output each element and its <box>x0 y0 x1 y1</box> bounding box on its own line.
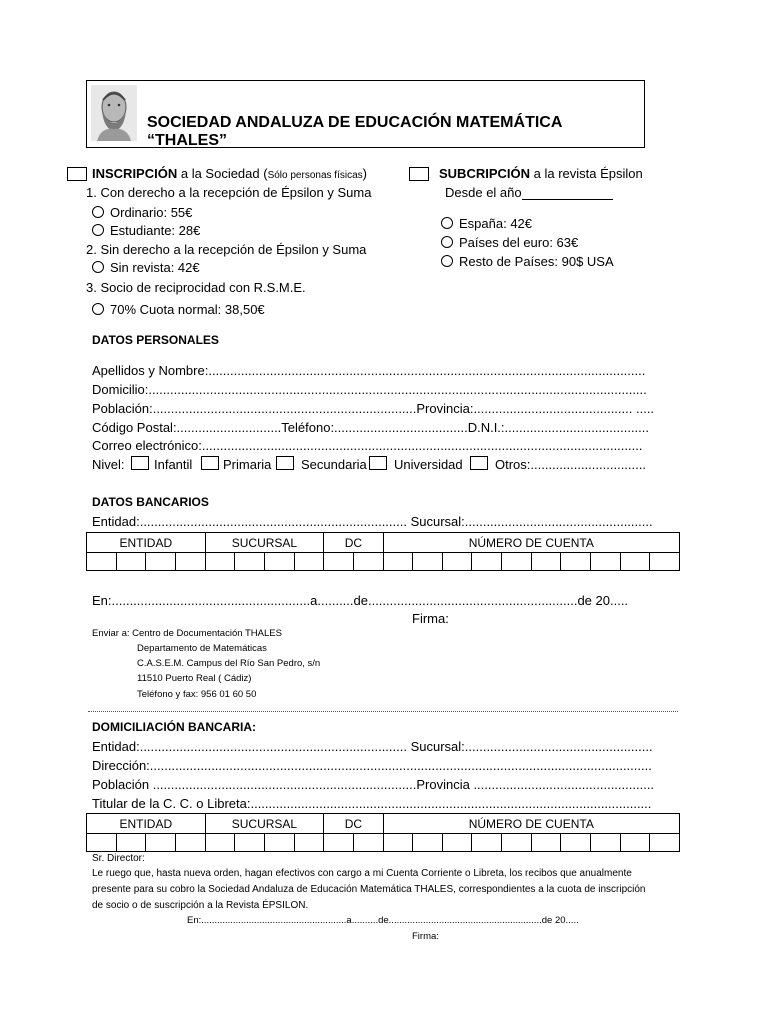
carta-line-3: de socio o de suscripción a la Revista ÉPSILON. <box>92 900 309 911</box>
account-digit-cell[interactable] <box>146 553 176 571</box>
carta-en-fecha-field[interactable]: En:.......................................................a..........de..........................................................de 20..... <box>187 915 579 926</box>
col-sucursal: SUCURSAL <box>205 533 324 553</box>
subscripcion-label: SUBCRIPCIÓN a la revista Épsilon <box>439 166 643 181</box>
col-dc: DC <box>324 533 383 553</box>
account-digit-cell[interactable] <box>502 834 532 852</box>
account-digit-cell[interactable] <box>87 553 117 571</box>
account-digit-cell[interactable] <box>146 834 176 852</box>
account-digit-cell[interactable] <box>472 834 502 852</box>
account-digit-cell[interactable] <box>472 553 502 571</box>
nivel-otros-checkbox[interactable] <box>470 456 488 470</box>
subscripcion-checkbox[interactable] <box>409 167 429 181</box>
account-digit-cell[interactable] <box>175 834 205 852</box>
nivel-universidad-checkbox[interactable] <box>369 456 387 470</box>
option-estudiante[interactable]: Estudiante: 28€ <box>92 223 200 238</box>
radio-cuota[interactable] <box>92 303 104 315</box>
account-digit-cell[interactable] <box>442 834 472 852</box>
option-euro[interactable]: Países del euro: 63€ <box>441 235 578 250</box>
inscripcion-item-3: 3. Socio de reciprocidad con R.S.M.E. <box>86 280 306 295</box>
account-digit-cell[interactable] <box>650 834 680 852</box>
radio-espana[interactable] <box>441 217 453 229</box>
account-digit-cell[interactable] <box>294 553 324 571</box>
account-digit-cell[interactable] <box>235 553 265 571</box>
en-fecha-field[interactable]: En:.......................................................a..........de..........................................................de 20..... <box>92 593 629 608</box>
account-digit-cell[interactable] <box>413 834 443 852</box>
nivel-infantil-label: Infantil <box>154 457 193 472</box>
nivel-universidad-label: Universidad <box>394 457 463 472</box>
option-sin-revista[interactable]: Sin revista: 42€ <box>92 260 200 275</box>
account-digit-cell[interactable] <box>324 553 354 571</box>
postal-field[interactable]: Código Postal:.............................Teléfono:.....................................D.N.I.:........................................ <box>92 420 650 435</box>
account-digit-cell[interactable] <box>324 834 354 852</box>
account-digit-row[interactable] <box>87 834 680 852</box>
col-entidad: ENTIDAD <box>87 814 206 834</box>
account-table-1 <box>86 532 680 571</box>
account-digit-cell[interactable] <box>205 834 235 852</box>
header-box <box>86 80 645 148</box>
col-sucursal: SUCURSAL <box>205 814 324 834</box>
domiciliacion-heading: DOMICILIACIÓN BANCARIA: <box>92 720 256 734</box>
domiciliacion-entidad-field[interactable]: Entidad:.......................................................................... Sucursal:.................................................... <box>92 739 653 754</box>
account-digit-cell[interactable] <box>294 834 324 852</box>
nivel-otros-field[interactable]: Otros:................................ <box>495 457 646 472</box>
apellidos-field[interactable]: Apellidos y Nombre:......................................................................................................................... <box>92 363 646 378</box>
account-digit-cell[interactable] <box>620 834 650 852</box>
account-digit-cell[interactable] <box>591 834 621 852</box>
radio-ordinario[interactable] <box>92 206 104 218</box>
carta-line-2: presente para su cobro la Sociedad Andaluza de Educación Matemática THALES, correspondientes a la cuota de inscripción <box>92 884 646 895</box>
account-digit-cell[interactable] <box>383 553 413 571</box>
inscripcion-item-1: 1. Con derecho a la recepción de Épsilon y Suma <box>86 185 372 200</box>
inscripcion-checkbox[interactable] <box>67 167 87 181</box>
account-digit-cell[interactable] <box>650 553 680 571</box>
carta-saludo: Sr. Director: <box>92 853 145 864</box>
account-digit-cell[interactable] <box>87 834 117 852</box>
inscripcion-label: INSCRIPCIÓN a la Sociedad (Sólo personas físicas) <box>92 166 367 181</box>
option-cuota[interactable]: 70% Cuota normal: 38,50€ <box>92 302 265 317</box>
nivel-primaria-label: Primaria <box>223 457 272 472</box>
nivel-infantil-checkbox[interactable] <box>131 456 149 470</box>
account-digit-cell[interactable] <box>502 553 532 571</box>
account-digit-cell[interactable] <box>442 553 472 571</box>
direccion-field[interactable]: Dirección:........................................................................................................................................... <box>92 758 652 773</box>
nivel-secundaria-label: Secundaria <box>301 457 367 472</box>
cut-line-divider <box>88 711 678 712</box>
account-digit-cell[interactable] <box>353 553 383 571</box>
account-digit-cell[interactable] <box>561 553 591 571</box>
col-entidad: ENTIDAD <box>87 533 206 553</box>
firma-label: Firma: <box>412 611 449 626</box>
account-digit-cell[interactable] <box>531 834 561 852</box>
account-digit-cell[interactable] <box>383 834 413 852</box>
account-digit-cell[interactable] <box>413 553 443 571</box>
option-ordinario[interactable]: Ordinario: 55€ <box>92 205 192 220</box>
domicilio-field[interactable]: Domicilio:.......................................................................................................................................... <box>92 382 647 397</box>
account-digit-cell[interactable] <box>264 553 294 571</box>
account-digit-cell[interactable] <box>205 553 235 571</box>
titular-field[interactable]: Titular de la C. C. o Libreta:............................................................................................................... <box>92 796 652 811</box>
account-digit-cell[interactable] <box>620 553 650 571</box>
account-digit-cell[interactable] <box>531 553 561 571</box>
datos-bancarios-heading: DATOS BANCARIOS <box>92 495 209 509</box>
enviar-line-4: 11510 Puerto Real ( Cádiz) <box>137 673 252 684</box>
enviar-line-5: Teléfono y fax: 956 01 60 50 <box>137 689 257 700</box>
col-numero-cuenta: NÚMERO DE CUENTA <box>383 533 679 553</box>
portrait-image <box>91 85 137 141</box>
radio-euro[interactable] <box>441 236 453 248</box>
account-digit-cell[interactable] <box>561 834 591 852</box>
option-resto[interactable]: Resto de Países: 90$ USA <box>441 254 614 269</box>
option-espana[interactable]: España: 42€ <box>441 216 532 231</box>
account-digit-cell[interactable] <box>116 553 146 571</box>
col-dc: DC <box>324 814 383 834</box>
enviar-line-2: Departamento de Matemáticas <box>137 643 267 654</box>
radio-estudiante[interactable] <box>92 224 104 236</box>
account-digit-cell[interactable] <box>264 834 294 852</box>
carta-firma-label: Firma: <box>412 931 439 942</box>
inscripcion-item-2: 2. Sin derecho a la recepción de Épsilon y Suma <box>86 242 367 257</box>
bancarios-entidad-field[interactable]: Entidad:.......................................................................... Sucursal:.................................................... <box>92 514 653 529</box>
account-digit-cell[interactable] <box>116 834 146 852</box>
nivel-primaria-checkbox[interactable] <box>201 456 219 470</box>
enviar-line-3: C.A.S.E.M. Campus del Río San Pedro, s/n <box>137 658 321 669</box>
radio-resto[interactable] <box>441 255 453 267</box>
account-digit-cell[interactable] <box>235 834 265 852</box>
account-digit-cell[interactable] <box>353 834 383 852</box>
col-numero-cuenta: NÚMERO DE CUENTA <box>383 814 679 834</box>
domiciliacion-poblacion-field[interactable]: Población .........................................................................Provincia .................................................. <box>92 777 655 792</box>
page-title: SOCIEDAD ANDALUZA DE EDUCACIÓN MATEMÁTICA “THALES” <box>147 114 562 149</box>
nivel-label: Nivel: <box>92 457 125 472</box>
account-digit-cell[interactable] <box>591 553 621 571</box>
account-digit-cell[interactable] <box>175 553 205 571</box>
desde-label: Desde el año <box>445 185 522 200</box>
account-digit-row[interactable] <box>87 553 680 571</box>
carta-line-1: Le ruego que, hasta nueva orden, hagan efectivos con cargo a mi Cuenta Corriente o Libreta, los recibos que anualmente <box>92 868 632 879</box>
nivel-secundaria-checkbox[interactable] <box>276 456 294 470</box>
desde-input-line[interactable] <box>522 199 613 200</box>
radio-sin-revista[interactable] <box>92 261 104 273</box>
datos-personales-heading: DATOS PERSONALES <box>92 333 219 347</box>
enviar-label: Enviar a: Centro de Documentación THALES <box>92 628 282 639</box>
poblacion-field[interactable]: Población:.........................................................................Provincia:............................................ ..... <box>92 401 655 416</box>
correo-field[interactable]: Correo electrónico:.......................................................................................................................... <box>92 438 643 453</box>
account-table-2 <box>86 813 680 852</box>
